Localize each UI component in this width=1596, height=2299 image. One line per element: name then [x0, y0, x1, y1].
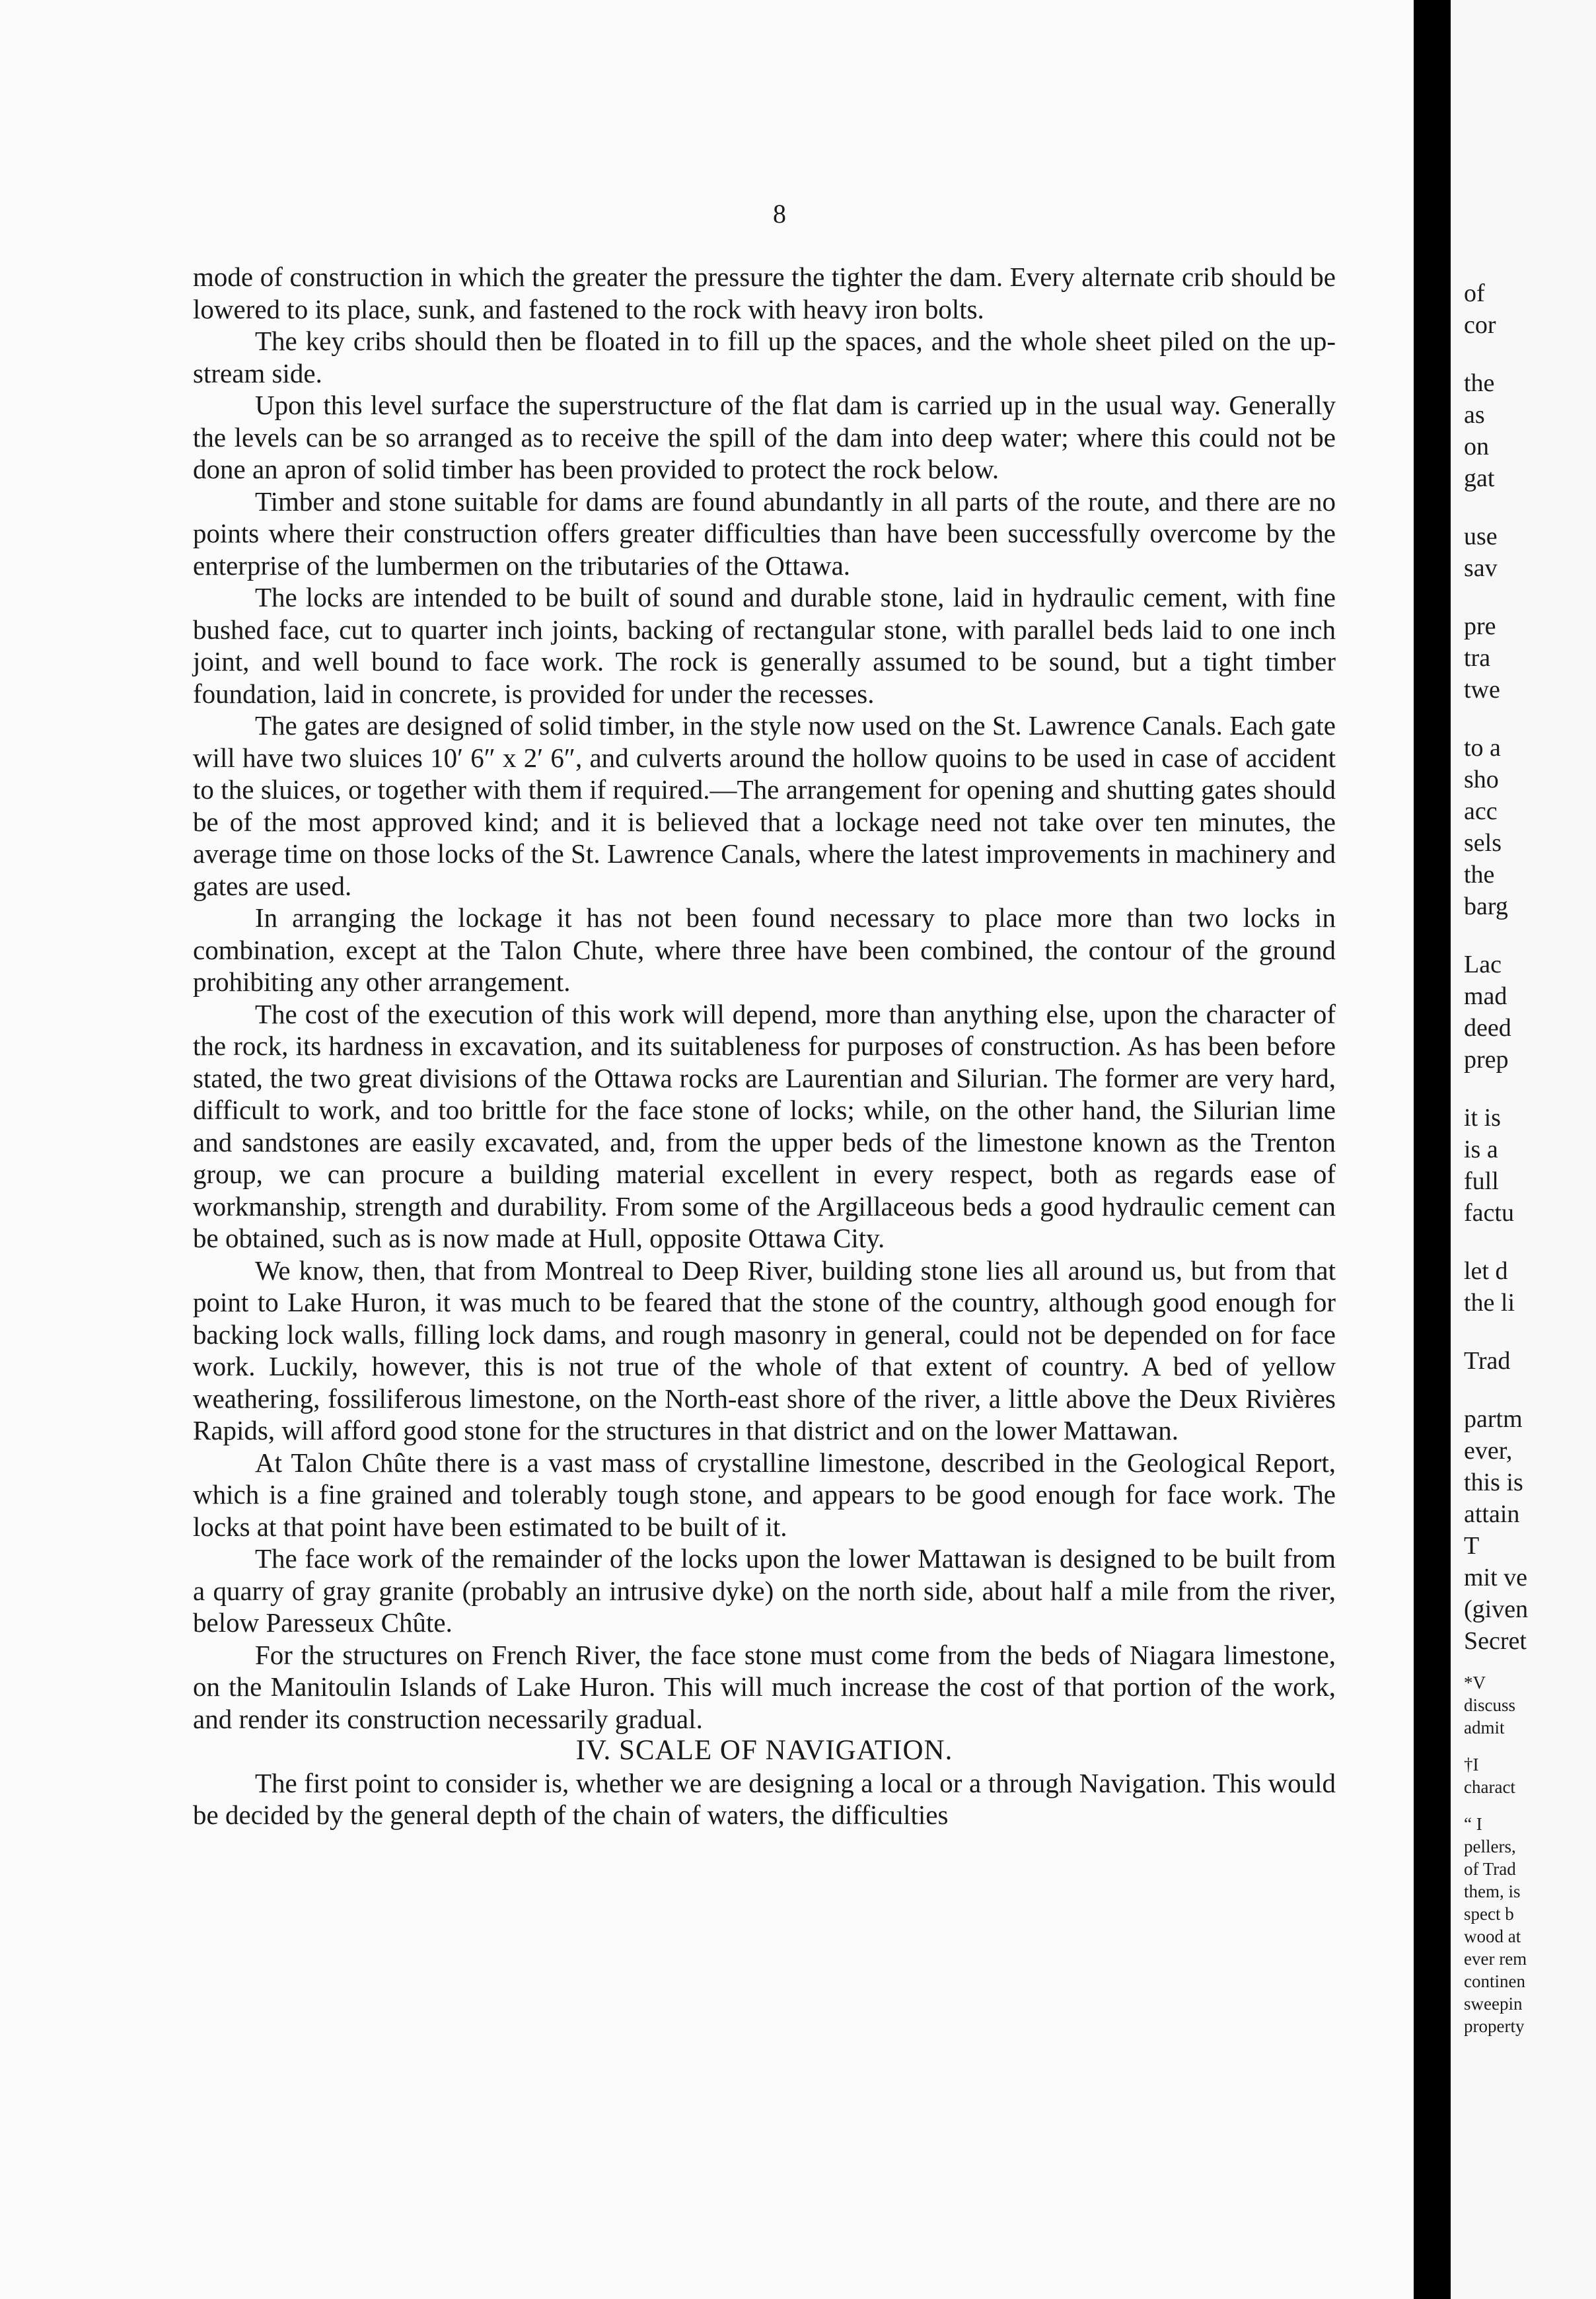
right-page-fragment: this is: [1464, 1469, 1523, 1496]
right-page-fragment: use: [1464, 523, 1498, 550]
right-page-fragment: gat: [1464, 464, 1495, 492]
paragraph: The locks are intended to be built of sound and durable stone, laid in hydraulic cement, with fine bushed face, cut to quarter inch joints, backing of rectangular stone, with parallel beds laid to one inch joint, and well bound to face work. The rock is generally assumed to be sound, but a tight timber foundation, laid in concrete, is provided for under the recesses.: [193, 582, 1336, 709]
right-page-gap: [1464, 706, 1596, 732]
right-page-text: [1464, 277, 1596, 2037]
section-heading: IV. SCALE OF NAVIGATION.: [575, 1735, 953, 1766]
right-page-fragment: barg: [1464, 893, 1508, 920]
right-page-fragment: ever,: [1464, 1437, 1513, 1465]
paragraph: In arranging the lockage it has not been found necessary to place more than two locks in combination, except at the Talon Chute, where three have been combined, the contour of the ground prohibiting any other arrangement.: [193, 902, 1336, 997]
book-spine: [1414, 0, 1451, 2299]
right-page-fragment: sels: [1464, 829, 1502, 857]
right-page-footnote: wood at: [1464, 1926, 1521, 1946]
right-page-fragment: mad: [1464, 982, 1507, 1010]
right-page-fragment: sav: [1464, 554, 1498, 582]
right-page-footnote: of Trad: [1464, 1859, 1516, 1879]
main-text: [193, 261, 1336, 1831]
right-page-gap: [1464, 922, 1596, 949]
paragraph: The key cribs should then be floated in to fill up the spaces, and the whole sheet piled on the up-stream side.: [193, 326, 1336, 388]
right-page-gap: [1464, 1229, 1596, 1255]
right-page-fragment: the: [1464, 861, 1495, 889]
right-page-footnote: “ I: [1464, 1814, 1482, 1834]
right-page-footnote: continen: [1464, 1971, 1525, 1991]
right-page-fragment: it is: [1464, 1104, 1501, 1132]
right-page-fragment: partm: [1464, 1405, 1523, 1433]
right-page-edge: [1451, 0, 1596, 2299]
right-page-fragment: Trad: [1464, 1347, 1511, 1375]
right-page-fragment: Secret: [1464, 1627, 1527, 1655]
paragraph: The face work of the remainder of the locks upon the lower Mattawan is designed to be built from a quarry of gray granite (probably an intrusive dyke) on the north side, about half a mile from the river, below Paresseux Chûte.: [193, 1543, 1336, 1638]
right-page-fragment: to a: [1464, 734, 1501, 762]
paragraph: At Talon Chûte there is a vast mass of crystalline limestone, described in the Geological Report, which is a fine grained and tolerably tough stone, and appears to be good enough for face work. The locks at that point have been estimated to be built of it.: [193, 1447, 1336, 1542]
right-page-fragment: full: [1464, 1167, 1499, 1195]
right-page-gap: [1464, 494, 1596, 521]
right-page-fragment: Lac: [1464, 951, 1502, 978]
paragraph: We know, then, that from Montreal to Deep River, building stone lies all around us, but from that point to Lake Huron, it was much to be feared that the stone of the country, although good enough for backing lock walls, filling lock dams, and rough masonry in general, could not be depended on for face work. Luckily, however, this is not true of the whole of that extent of country. A bed of yellow weathering, fossiliferous limestone, on the North-east shore of the river, a little above the Deux Rivières Rapids, will afford good stone for the structures in that district and on the lower Mattawan.: [193, 1255, 1336, 1445]
paragraph: The cost of the execution of this work will depend, more than anything else, upon the character of the rock, its hardness in excavation, and its suitableness for purposes of construction. As has been before stated, the two great divisions of the Ottawa rocks are Laurentian and Silurian. The former are very hard, difficult to work, and too brittle for the face stone of locks; while, on the other hand, the Silurian lime and sandstones are easily excavated, and, from the upper beds of the limestone known as the Trenton group, we can procure a building material excellent in every respect, both as regards ease of workmanship, strength and durability. From some of the Argillaceous beds a good hydraulic cement can be obtained, such as is now made at Hull, opposite Ottawa City.: [193, 998, 1336, 1253]
paragraph: For the structures on French River, the face stone must come from the beds of Niagara limestone, on the Manitoulin Islands of Lake Huron. This will much increase the cost of that portion of the work, and render its construction necessarily gradual.: [193, 1639, 1336, 1734]
right-page-fragment: acc: [1464, 797, 1498, 825]
right-page-fragment: factu: [1464, 1199, 1514, 1227]
right-page-fragment: prep: [1464, 1046, 1509, 1074]
right-page-gap: [1464, 1377, 1596, 1403]
right-page-fragment: on: [1464, 433, 1489, 460]
right-page-footnote: admit: [1464, 1718, 1505, 1737]
right-page-footnote: ever rem: [1464, 1949, 1527, 1969]
right-page-footnote: spect b: [1464, 1904, 1514, 1924]
right-page-footnote: sweepin: [1464, 1994, 1523, 2014]
right-page-footnote: them, is: [1464, 1881, 1521, 1901]
right-page-gap: [1464, 1319, 1596, 1345]
paragraph: The gates are designed of solid timber, in the style now used on the St. Lawrence Canals. Each gate will have two sluices 10′ 6″ x 2′ 6″, and culverts around the hollow quoins to be used in case of accident to the sluices, or together with them if required.—The arrangement for opening and shutting gates should be of the most approved kind; and it is believed that a lockage need not take over ten minutes, the average time on those locks of the St. Lawrence Canals, where the latest improvements in machinery and gates are used.: [193, 710, 1336, 901]
right-page-footnote: *V: [1464, 1673, 1486, 1693]
right-page-fragment: as: [1464, 401, 1485, 429]
right-page-fragment: attain: [1464, 1500, 1520, 1528]
paragraph: Upon this level surface the superstructure of the flat dam is carried up in the usual way. Generally the levels can be so arranged as to receive the spill of the dam into deep water; where this could not be done an apron of solid timber has been provided to protect the rock below.: [193, 390, 1336, 484]
paragraph: mode of construction in which the greater the pressure the tighter the dam. Every alternate crib should be lowered to its place, sunk, and fastened to the rock with heavy iron bolts.: [193, 262, 1336, 324]
right-page-fragment: mit ve: [1464, 1564, 1528, 1591]
right-page-fragment: pre: [1464, 612, 1496, 640]
right-page-footnote: †I: [1464, 1755, 1479, 1774]
right-page-fragment: T: [1464, 1532, 1480, 1560]
right-page-footnote: property: [1464, 2016, 1525, 2036]
right-page-gap: [1464, 584, 1596, 610]
right-page-footnote: discuss: [1464, 1695, 1516, 1715]
right-page-fragment: cor: [1464, 311, 1496, 339]
right-page-fragment: sho: [1464, 766, 1499, 793]
right-page-gap: [1464, 1798, 1596, 1813]
right-page-gap: [1464, 1076, 1596, 1102]
right-page-footnote: charact: [1464, 1777, 1515, 1797]
right-page-fragment: deed: [1464, 1014, 1511, 1042]
right-page-fragment: tra: [1464, 644, 1491, 672]
paragraph: The first point to consider is, whether we are designing a local or a through Navigation. This would be decided by the general depth of the chain of waters, the difficulties: [193, 1767, 1336, 1830]
right-page-fragment: let d: [1464, 1257, 1508, 1285]
page-number: 8: [773, 199, 786, 229]
right-page-fragment: (given: [1464, 1595, 1529, 1623]
right-page-footnote: pellers,: [1464, 1837, 1516, 1856]
right-page-fragment: twe: [1464, 676, 1500, 704]
right-page-fragment: the li: [1464, 1289, 1515, 1317]
paragraph: Timber and stone suitable for dams are found abundantly in all parts of the route, and there are no points where their construction offers greater difficulties than have been successfully overcome by the enterprise of the lumbermen on the tributaries of the Ottawa.: [193, 486, 1336, 581]
right-page-fragment: the: [1464, 369, 1495, 397]
right-page-fragment: is a: [1464, 1136, 1498, 1163]
footnote-separator: [1464, 1657, 1596, 1671]
right-page-gap: [1464, 1739, 1596, 1753]
right-page-fragment: of: [1464, 279, 1485, 307]
right-page-gap: [1464, 341, 1596, 367]
